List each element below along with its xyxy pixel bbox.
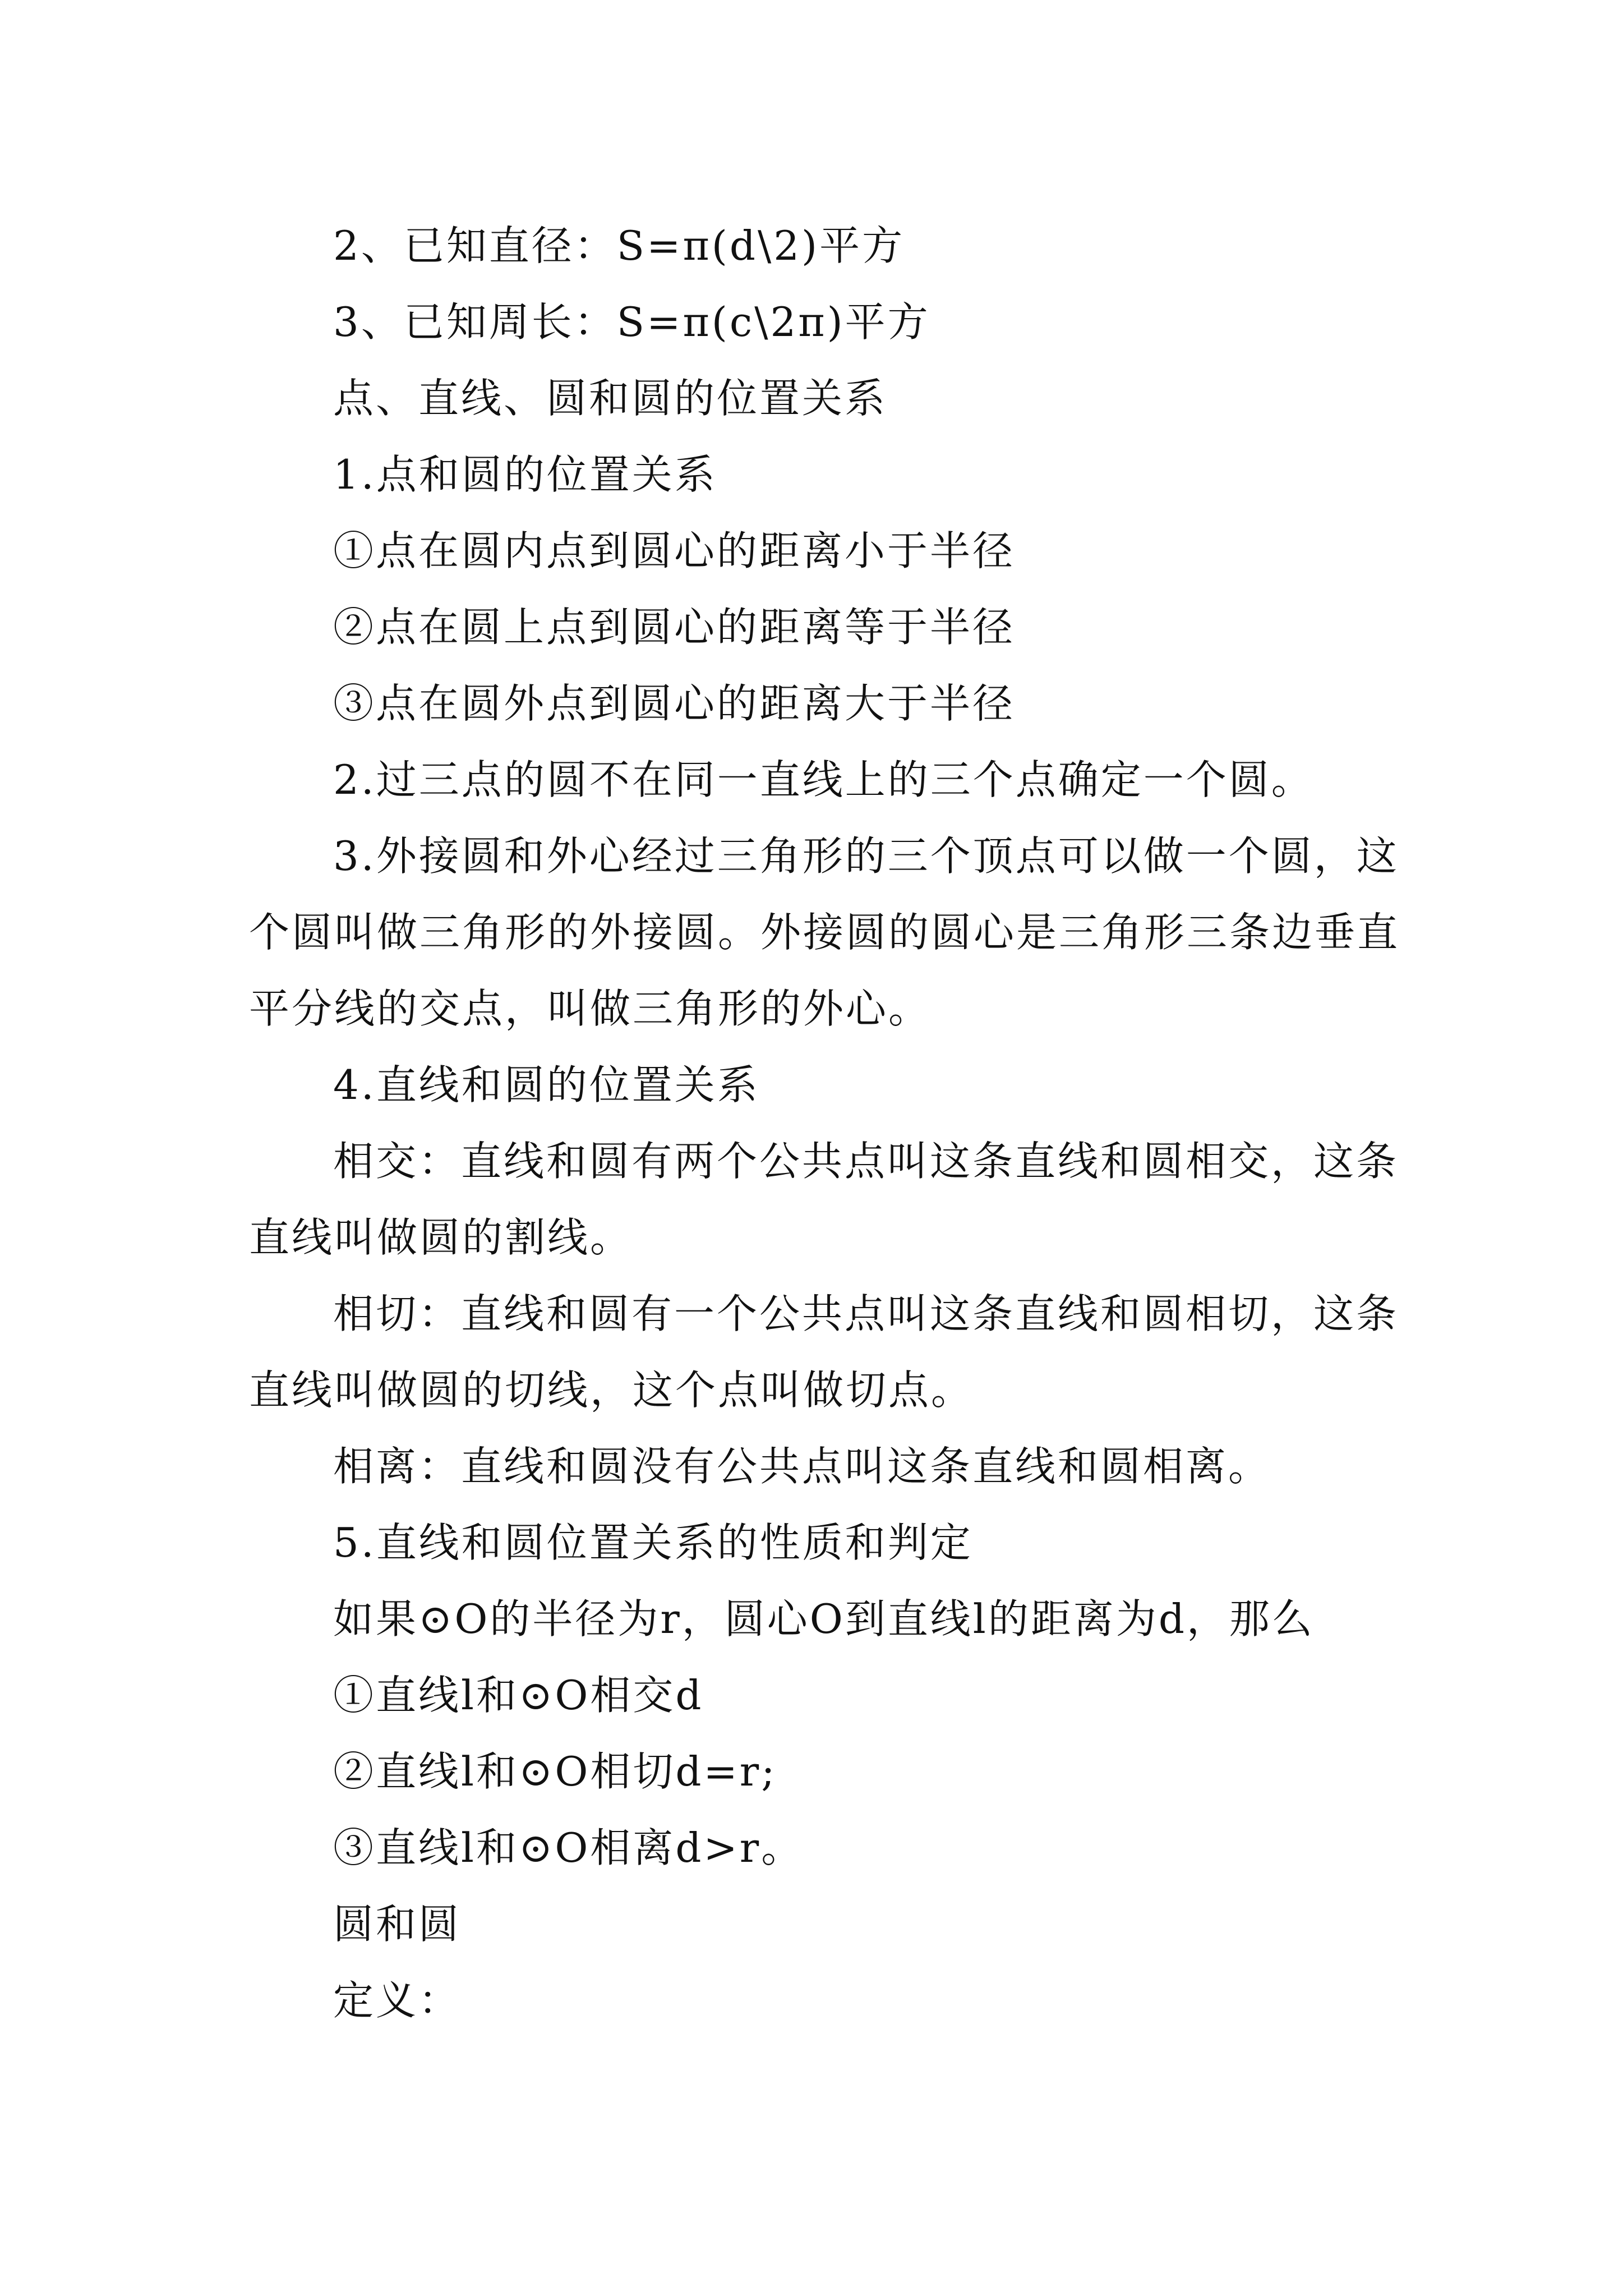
paragraph: 3.外接圆和外心经过三角形的三个顶点可以做一个圆，这个圆叫做三角形的外接圆。外接圆的圆心是三角形三条边垂直平分线的交点，叫做三角形的外心。 (249, 832, 1400, 1032)
paragraph: 相离：直线和圆没有公共点叫这条直线和圆相离。 (333, 1443, 1271, 1490)
list-item: ①直线l和⊙O相交d (333, 1672, 704, 1719)
section-heading: 点、直线、圆和圆的位置关系 (333, 375, 888, 422)
document-body (249, 208, 1415, 2039)
section-heading: 圆和圆 (333, 1901, 462, 1948)
subsection-heading: 5.直线和圆位置关系的性质和判定 (333, 1519, 973, 1566)
list-item: ③点在圆外点到圆心的距离大于半径 (333, 680, 1016, 727)
list-item: ②直线l和⊙O相切d=r; (333, 1748, 777, 1795)
paragraph: 相切：直线和圆有一个公共点叫这条直线和圆相切，这条直线叫做圆的切线，这个点叫做切点。 (249, 1290, 1399, 1414)
paragraph: 定义： (333, 1977, 462, 2024)
list-item: ②点在圆上点到圆心的距离等于半径 (333, 604, 1016, 651)
paragraph: 3、已知周长：S=π(c\2π)平方 (333, 298, 930, 346)
subsection-heading: 1.点和圆的位置关系 (333, 451, 717, 498)
list-item: ①点在圆内点到圆心的距离小于半径 (333, 527, 1016, 574)
subsection-heading: 2.过三点的圆不在同一直线上的三个点确定一个圆。 (333, 756, 1314, 803)
paragraph: 如果⊙O的半径为r，圆心O到直线l的距离为d，那么 (333, 1595, 1315, 1642)
list-item: ③直线l和⊙O相离d>r。 (333, 1824, 804, 1871)
paragraph: 2、已知直径：S=π(d\2)平方 (333, 222, 905, 269)
paragraph: 相交：直线和圆有两个公共点叫这条直线和圆相交，这条直线叫做圆的割线。 (249, 1138, 1399, 1261)
subsection-heading: 4.直线和圆的位置关系 (333, 1061, 760, 1108)
